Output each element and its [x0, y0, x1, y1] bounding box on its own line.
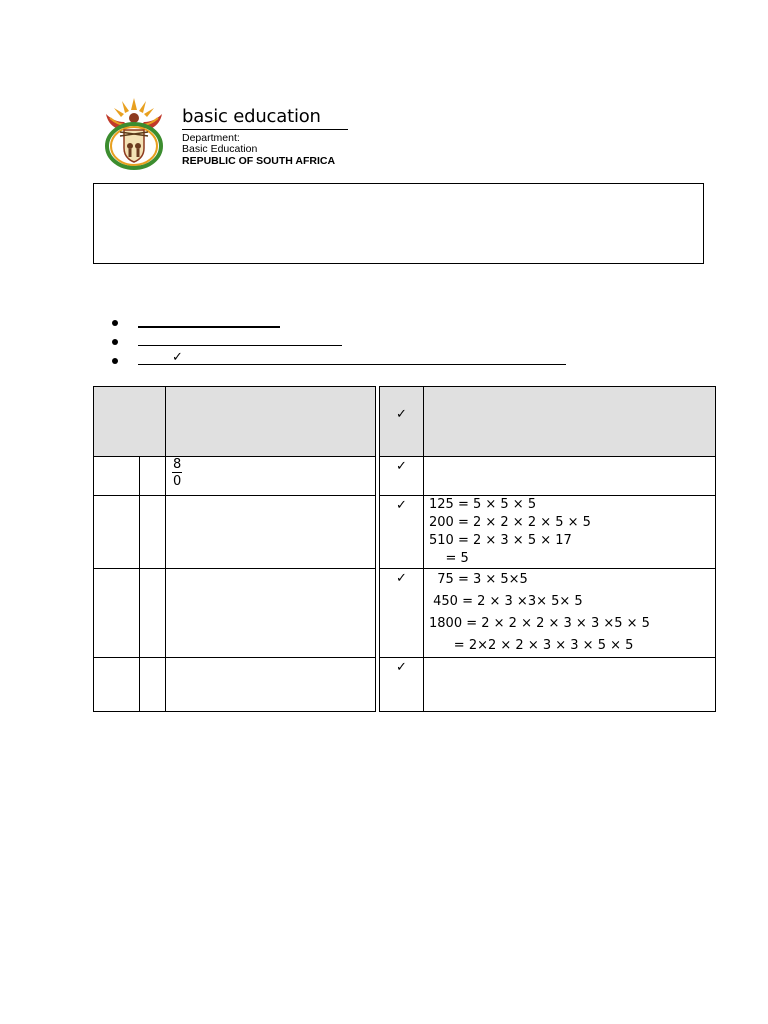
notice-box	[93, 183, 704, 264]
department-name: Basic Education	[182, 143, 258, 155]
working-line: 125 = 5 × 5 × 5	[429, 497, 537, 512]
fraction-denominator: 0	[173, 474, 182, 489]
blank-underline	[138, 326, 280, 328]
table-cell	[94, 658, 140, 712]
blank-underline	[138, 364, 566, 365]
check-mark-icon: ✓	[396, 407, 407, 422]
tick-cell	[380, 569, 424, 658]
working-cell	[424, 496, 716, 569]
table-cell	[94, 496, 140, 569]
fraction-cell	[166, 457, 376, 496]
coat-of-arms-icon	[100, 92, 168, 170]
brand-block	[182, 106, 348, 167]
table-cell	[166, 658, 376, 712]
check-mark-icon: ✓	[396, 498, 407, 513]
tick-cell	[380, 457, 424, 496]
working-line: = 2×2 × 2 × 3 × 3 × 5 × 5	[429, 638, 634, 653]
country-name: REPUBLIC OF SOUTH AFRICA	[182, 155, 336, 167]
fraction-numerator: 8	[173, 457, 182, 472]
working-cell	[424, 658, 716, 712]
memo-table	[93, 386, 716, 712]
bullet-dot	[112, 358, 118, 364]
check-mark-icon: ✓	[172, 350, 183, 365]
table-cell	[94, 457, 140, 496]
blank-underline	[138, 345, 342, 346]
working-line: 450 = 2 × 3 ×3× 5× 5	[429, 594, 583, 609]
check-mark-icon: ✓	[396, 660, 407, 675]
table-row	[94, 658, 716, 712]
header-cell	[94, 387, 166, 457]
working-line: 510 = 2 × 3 × 5 × 17	[429, 533, 572, 548]
working-line: 200 = 2 × 2 × 2 × 5 × 5	[429, 515, 591, 530]
working-line: = 5	[429, 551, 469, 566]
table-cell	[94, 569, 140, 658]
check-mark-icon: ✓	[396, 459, 407, 474]
table-cell	[140, 496, 166, 569]
bullet-dot	[112, 320, 118, 326]
table-row	[94, 496, 716, 569]
working-line: 1800 = 2 × 2 × 2 × 3 × 3 ×5 × 5	[429, 616, 650, 631]
header-cell	[166, 387, 376, 457]
table-cell	[140, 658, 166, 712]
check-mark-icon: ✓	[396, 571, 407, 586]
working-line: 75 = 3 × 5×5	[429, 572, 528, 587]
working-cell	[424, 457, 716, 496]
table-cell	[166, 496, 376, 569]
table-cell	[140, 569, 166, 658]
tick-cell	[380, 496, 424, 569]
header-cell	[424, 387, 716, 457]
brand-rule	[182, 129, 348, 130]
department-label: Department:	[182, 132, 240, 144]
tick-cell	[380, 658, 424, 712]
header-tick-cell	[380, 387, 424, 457]
table-header-row	[94, 387, 716, 457]
brand-title: basic education	[182, 106, 321, 127]
table-row	[94, 457, 716, 496]
bullet-dot	[112, 339, 118, 345]
table-cell	[140, 457, 166, 496]
table-row	[94, 569, 716, 658]
table-cell	[166, 569, 376, 658]
working-cell	[424, 569, 716, 658]
